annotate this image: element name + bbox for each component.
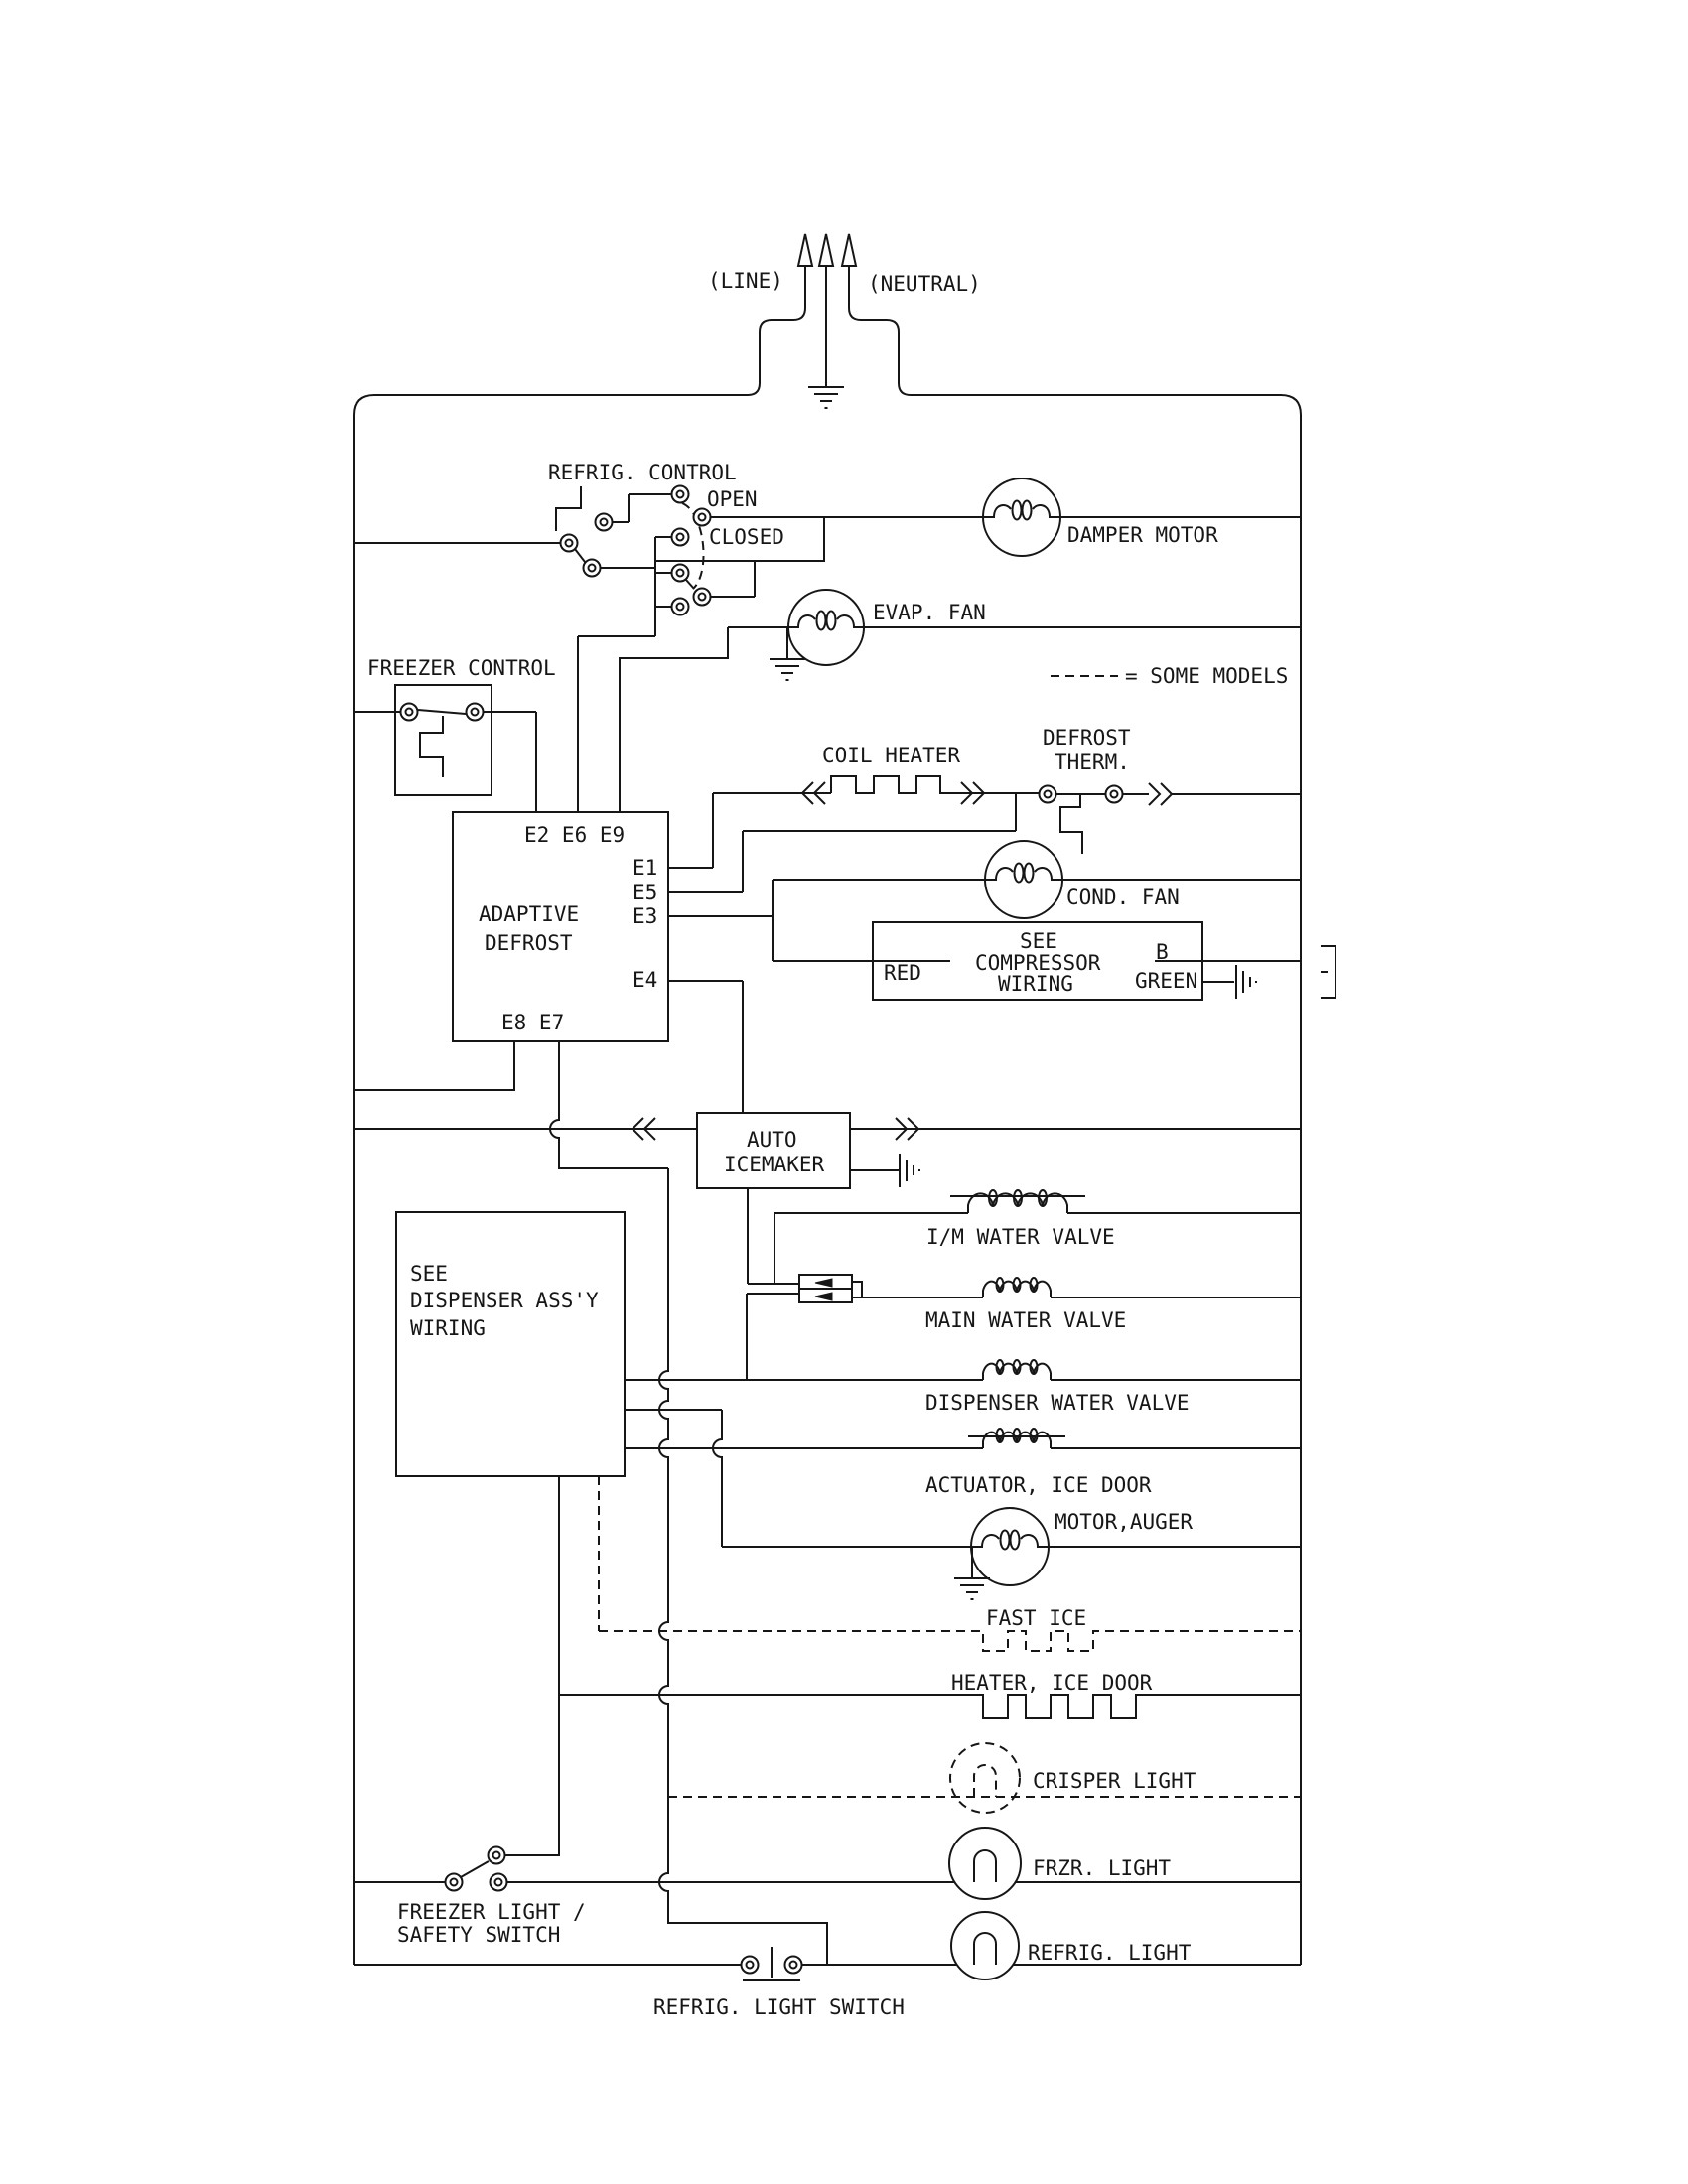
ice-door-heater [559, 1671, 1301, 1718]
power-plug-connector [1321, 946, 1336, 998]
terminal [672, 599, 689, 615]
label-defrost: DEFROST [485, 931, 573, 955]
main-water-valve [862, 1278, 1301, 1332]
terminal [489, 1847, 505, 1864]
power-ground-icon [808, 387, 844, 408]
label-pin-e3: E3 [633, 904, 658, 928]
label-main-water-valve: MAIN WATER VALVE [925, 1308, 1127, 1332]
terminal [672, 565, 689, 582]
im-water-valve [774, 1190, 1301, 1284]
valve-coil-icon [983, 1429, 1051, 1448]
label-wire-red: RED [884, 961, 921, 985]
label-neutral: (NEUTRAL) [868, 272, 981, 296]
label-cond-fan: COND. FAN [1066, 886, 1180, 909]
label-pins-bottom: E8 E7 [501, 1011, 565, 1034]
label-heater-ice-door: HEATER, ICE DOOR [951, 1671, 1153, 1695]
motor-coil-icon [986, 864, 1061, 883]
auger-motor [713, 1410, 1301, 1599]
bulb-filament-icon [974, 1765, 996, 1797]
freezer-control [354, 656, 556, 812]
label-pin-e1: E1 [633, 856, 658, 880]
label-dispenser-2: DISPENSER ASS'Y [410, 1289, 599, 1312]
ground-arrow-icon [819, 234, 833, 266]
terminal [596, 514, 613, 531]
terminal [672, 486, 689, 503]
label-compressor-3: WIRING [998, 972, 1073, 996]
label-wire-b: B [1156, 940, 1169, 964]
label-defrost-therm-1: DEFROST [1043, 726, 1131, 750]
terminal [584, 560, 601, 577]
label-refrig-light: REFRIG. LIGHT [1028, 1941, 1192, 1965]
motor-coil-icon [972, 1531, 1048, 1550]
label-pin-e4: E4 [633, 968, 658, 992]
label-pin-e5: E5 [633, 881, 658, 904]
label-fast-ice: FAST ICE [986, 1606, 1087, 1630]
dispenser-water-valve [625, 1360, 1301, 1415]
motor-coil-icon [788, 612, 864, 630]
terminal [401, 704, 418, 721]
label-im-water-valve: I/M WATER VALVE [926, 1225, 1115, 1249]
terminal [742, 1957, 759, 1974]
label-dispenser-water-valve: DISPENSER WATER VALVE [925, 1391, 1190, 1415]
label-damper-motor: DAMPER MOTOR [1067, 523, 1218, 547]
label-coil-heater: COIL HEATER [822, 744, 961, 767]
connector-chevron-icon [1149, 783, 1172, 805]
coil-heater [713, 744, 1039, 804]
refrig-control [354, 461, 824, 812]
neutral-arrow-icon [842, 234, 856, 266]
motor-coil-icon [984, 501, 1059, 520]
label-compressor-1: SEE [1020, 929, 1057, 953]
label-dispenser-3: WIRING [410, 1316, 486, 1340]
label-refrig-control: REFRIG. CONTROL [548, 461, 737, 484]
line-arrow-icon [798, 234, 812, 266]
defrost-thermostat [1040, 726, 1302, 854]
label-crisper-light: CRISPER LIGHT [1033, 1769, 1196, 1793]
legend-some-models [1051, 664, 1288, 688]
label-some-models: = SOME MODELS [1125, 664, 1289, 688]
label-adaptive: ADAPTIVE [479, 902, 580, 926]
auger-ground-icon [954, 1578, 990, 1599]
evap-fan-ground-icon [770, 659, 805, 680]
terminal [491, 1874, 507, 1891]
terminal [672, 529, 689, 546]
label-line: (LINE) [708, 269, 783, 293]
label-open: OPEN [707, 487, 758, 511]
label-motor-auger: MOTOR,AUGER [1055, 1510, 1194, 1534]
label-safety-2: SAFETY SWITCH [397, 1923, 561, 1947]
label-pins-top: E2 E6 E9 [524, 823, 626, 847]
freezer-light [949, 1828, 1171, 1899]
terminal [694, 509, 711, 526]
valve-coil-icon [968, 1190, 1067, 1213]
label-icemaker-2: ICEMAKER [724, 1153, 825, 1176]
label-defrost-therm-2: THERM. [1055, 751, 1130, 774]
terminal [446, 1874, 463, 1891]
label-closed: CLOSED [709, 525, 784, 549]
icemaker-ground-icon [900, 1154, 919, 1187]
label-refrig-light-switch: REFRIG. LIGHT SWITCH [653, 1995, 905, 2019]
power-entry [708, 234, 981, 408]
valve-coil-icon [983, 1360, 1051, 1380]
dispenser-assy-box [396, 1212, 722, 1855]
terminal [785, 1957, 802, 1974]
compressor-ground-icon [1236, 965, 1256, 999]
terminal [1106, 786, 1123, 803]
damper-motor [711, 478, 1301, 556]
check-valve-diode [747, 1188, 862, 1380]
terminal [561, 535, 578, 552]
label-wire-green: GREEN [1135, 969, 1198, 993]
label-evap-fan: EVAP. FAN [873, 601, 986, 624]
fast-ice-heater [599, 1606, 1301, 1651]
refrig-light [951, 1912, 1192, 1979]
evap-fan [620, 590, 1301, 812]
label-icemaker-1: AUTO [747, 1128, 797, 1152]
terminal [467, 704, 484, 721]
cond-fan [773, 841, 1301, 918]
label-dispenser-1: SEE [410, 1262, 448, 1286]
valve-coil-icon [983, 1278, 1051, 1297]
label-actuator-ice-door: ACTUATOR, ICE DOOR [925, 1473, 1152, 1497]
label-freezer-control: FREEZER CONTROL [367, 656, 556, 680]
label-safety-1: FREEZER LIGHT / [397, 1900, 586, 1924]
terminal [694, 589, 711, 606]
label-frzr-light: FRZR. LIGHT [1033, 1856, 1172, 1880]
ice-door-actuator [625, 1429, 1301, 1497]
terminal [1040, 786, 1056, 803]
auto-icemaker [354, 1113, 1301, 1188]
label-compressor-2: COMPRESSOR [975, 951, 1101, 975]
crisper-light [668, 1743, 1301, 1813]
